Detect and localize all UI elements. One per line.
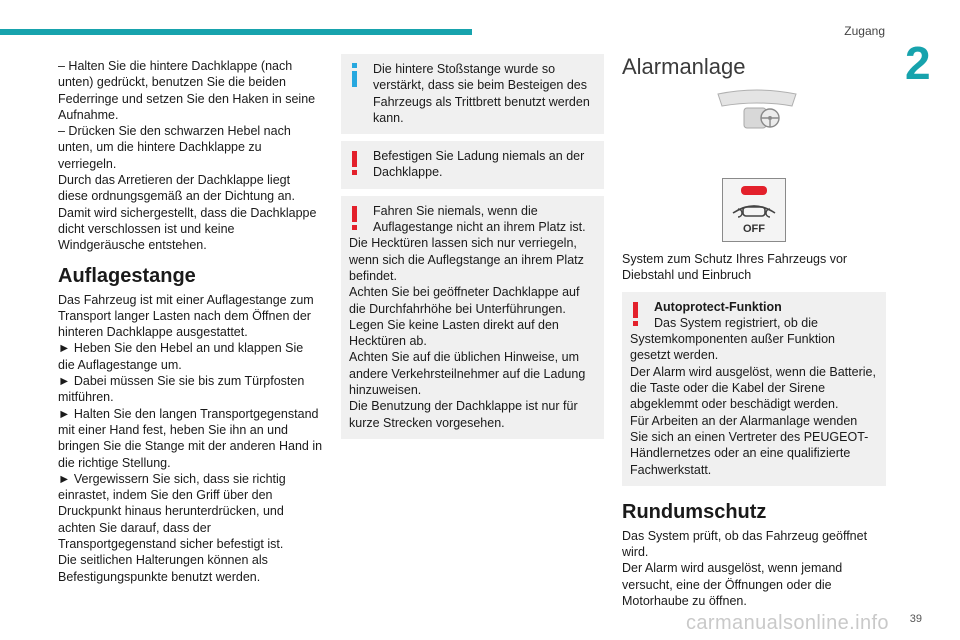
warning-text: Fahren Sie niemals, wenn die Auflagestange nicht an ihrem Platz ist. [373,203,586,235]
warning-text: Legen Sie keine Lasten direkt auf den Hecktüren ab. [349,317,559,349]
paragraph: Die seitlichen Halterungen können als Befestigungspunkte benutzt werden. [58,553,268,584]
rear-view-mirror-icon [716,88,798,134]
paragraph: – Drücken Sie den schwarzen Hebel nach unten, um die hintere Dachklappe zu verriegeln. [58,124,291,171]
info-text: Die hintere Stoßstange wurde so verstärkt, dass sie beim Besteigen des Fahrzeugs als Trittbrett benutzt werden kann. [373,62,590,125]
warning-text: Systemkomponenten außer Funktion gesetzt werden. [630,332,835,363]
paragraph: – Halten Sie die hintere Dachklappe (nach unten) gedrückt, benutzen Sie die beiden Federringe und setzen Sie den Haken in seine Aufnahme. [58,59,316,122]
warning-text: Die Hecktüren lassen sich nur verriegeln, wenn sich die Auflegstange an ihrem Platz befindet. [349,236,584,283]
paragraph: Das Fahrzeug ist mit einer Auflagestange zum Transport langer Lasten nach dem Öffnen der hinteren Dachklappe ausgestattet. [58,292,314,340]
chapter-number: 2 [905,37,931,89]
alarm-off-button-icon [722,178,786,242]
warning-title: Autoprotect-Funktion [654,299,782,314]
warning-text: Für Arbeiten an der Alarmanlage wenden Sie sich an einen Vertreter des PEUGEOT-Händlernetzes oder an eine qualifizierte Fachwerkstatt. [630,413,869,477]
section-heading-auflagestange: Auflagestange [58,264,196,287]
warning-text: Achten Sie auf die üblichen Hinweise, um andere Verkehrsteilnehmer auf die Ladung hinzuweisen. [349,350,586,398]
alarm-illustration [622,80,886,245]
column-left [58,58,323,585]
warning-box [341,196,604,439]
info-icon [352,63,357,68]
step-item: ► Vergewissern Sie sich, dass sie richtig einrastet, indem Sie den Griff über den Druckpunkt hinaus herunterdrücken, und achten Sie darauf, dass der Transportgegenstand sicher befestigt ist. [58,471,286,552]
watermark: carmanualsonline.info [686,612,889,634]
paragraph: System zum Schutz Ihres Fahrzeugs vor Diebstahl und Einbruch [622,252,848,283]
warning-text: Die Benutzung der Dachklappe ist nur für kurze Strecken vorgesehen. [349,399,578,430]
step-item: ► Dabei müssen Sie sie bis zum Türpfosten mitführen. [58,374,305,405]
warning-box [622,292,886,486]
page-number: 39 [909,613,922,625]
warning-box [341,141,604,189]
warning-text: Das System registriert, ob die [654,315,818,330]
section-heading-rundumschutz: Rundumschutz [622,500,767,523]
step-item: ► Heben Sie den Hebel an und klappen Sie die Auflagestange um. [58,341,304,372]
paragraph: Der Alarm wird ausgelöst, wenn jemand versucht, eine der Öffnungen oder die Motorhaube zu öffnen. [622,561,843,609]
paragraph: Durch das Arretieren der Dachklappe liegt diese ordnungsgemäß an der Dichtung an. Damit wird sichergestellt, dass die Dachklappe dicht verschlossen ist und keine Windgeräusche entstehen. [58,173,317,253]
warning-text: Der Alarm wird ausgelöst, wenn die Batterie, die Taste oder die Kabel der Sirene abgeklemmt oder beschädigt werden. [630,364,876,412]
column-middle [341,54,604,446]
warning-icon [633,302,638,318]
warning-text: Befestigen Sie Ladung niemals an der Dachklappe. [373,149,585,180]
column-right [622,54,886,609]
paragraph: Das System prüft, ob das Fahrzeug geöffnet wird. [622,528,868,560]
off-label: OFF [743,223,765,235]
step-item: ► Halten Sie den langen Transportgegenstand mit einer Hand fest, heben Sie ihn an und bringen Sie die Stange mit der anderen Hand in die richtige Stellung. [58,406,323,470]
section-name: Zugang [844,24,885,38]
header-accent-bar [0,29,472,35]
warning-text: Achten Sie bei geöffneter Dachklappe auf die Durchfahrhöhe bei Unterführungen. [349,285,580,316]
warning-icon [352,151,357,167]
warning-icon [352,206,357,222]
section-heading-alarmanlage: Alarmanlage [622,54,746,79]
info-box [341,54,604,134]
